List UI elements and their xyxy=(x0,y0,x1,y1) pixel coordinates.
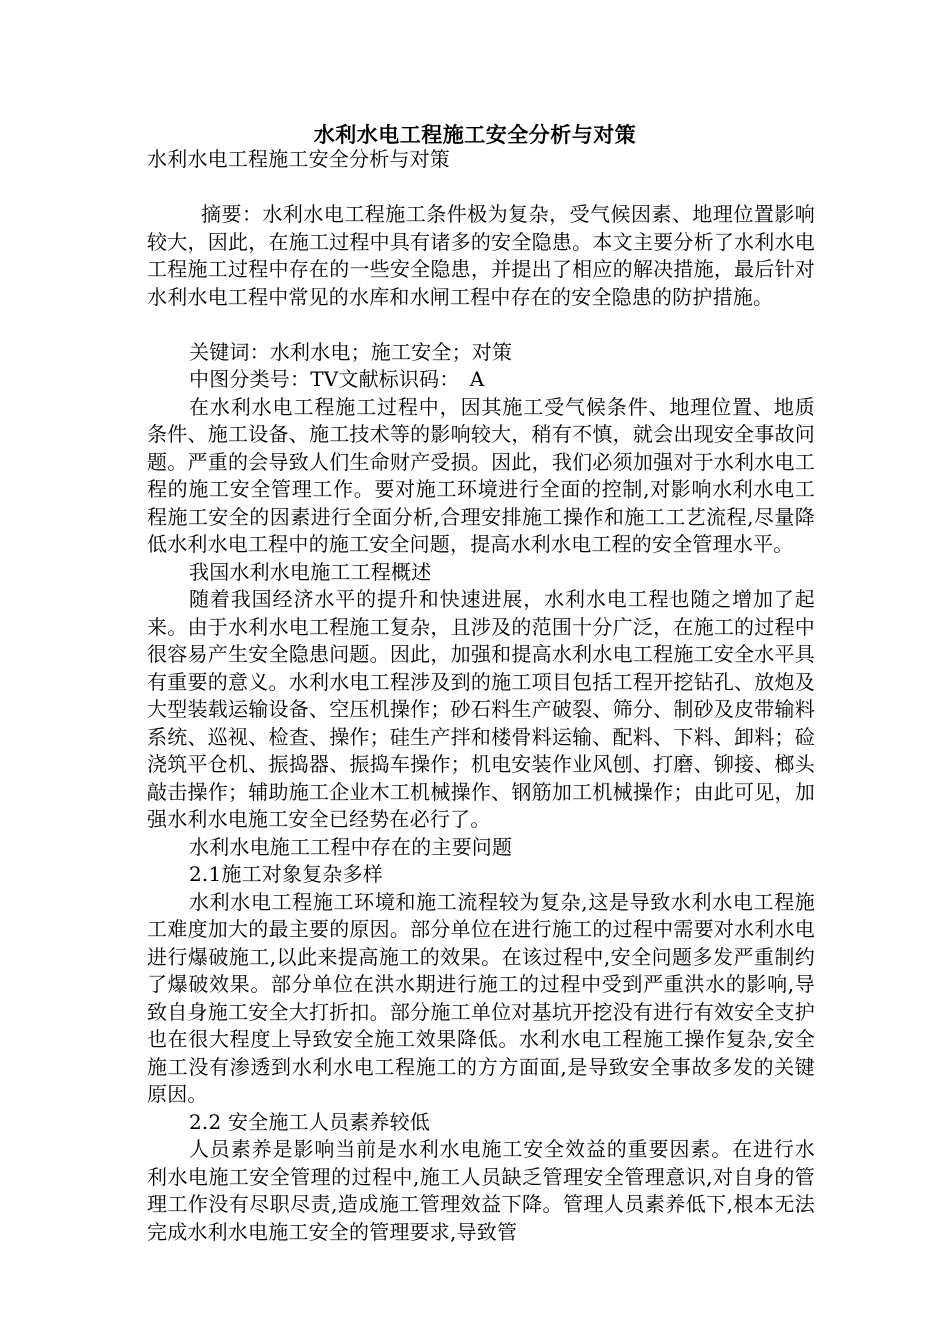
document-body xyxy=(147,146,815,1246)
section-heading: 我国水利水电施工工程概述 xyxy=(189,559,432,584)
document-title: 水利水电工程施工安全分析与对策 xyxy=(313,122,637,147)
section-paragraph: 人员素养是影响当前是水利水电施工安全效益的重要因素。在进行水利水电施工安全管理的过程中,施工人员缺乏管理安全管理意识,对自身的管理工作没有尽职尽责,造成施工管理效益下降。管理人员素养低下,根本无法完成水利水电施工安全的管理要求,导致管 xyxy=(147,1137,815,1244)
document-subtitle: 水利水电工程施工安全分析与对策 xyxy=(147,147,450,171)
section-paragraph: 水利水电工程施工环境和施工流程较为复杂,这是导致水利水电工程施工难度加大的最主要的原因。部分单位在进行施工的过程中需要对水利水电进行爆破施工,以此来提高施工的效果。在该过程中,安全问题多发严重制约了爆破效果。部分单位在洪水期进行施工的过程中受到严重洪水的影响,导致自身施工安全大打折扣。部分施工单位对基坑开挖没有进行有效安全支护也在很大程度上导致安全施工效果降低。水利水电工程施工操作复杂,安全施工没有渗透到水利水电工程施工的方方面面,是导致安全事故多发的关键原因。 xyxy=(147,889,815,1106)
abstract-paragraph: 摘要：水利水电工程施工条件极为复杂，受气候因素、地理位置影响较大，因此，在施工过程中具有诸多的安全隐患。本文主要分析了水利水电工程施工过程中存在的一些安全隐患，并提出了相应的解决措施，最后针对水利水电工程中常见的水库和水闸工程中存在的安全隐患的防护措施。 xyxy=(147,202,815,309)
spacer xyxy=(147,311,815,339)
spacer xyxy=(147,174,815,202)
classification-line: 中图分类号：TV文献标识码： A xyxy=(189,367,485,391)
subsection-heading: 2.2 安全施工人员素养较低 xyxy=(189,1109,430,1134)
section-heading: 水利水电施工工程中存在的主要问题 xyxy=(189,834,513,859)
section-paragraph: 随着我国经济水平的提升和快速进展，水利水电工程也随之增加了起来。由于水利水电工程施工复杂，且涉及的范围十分广泛，在施工的过程中很容易产生安全隐患问题。因此，加强和提高水利水电工程施工安全水平具有重要的意义。水利水电工程涉及到的施工项目包括工程开挖钻孔、放炮及大型装载运输设备、空压机操作；砂石料生产破裂、筛分、制砂及皮带输料系统、巡视、检查、操作；硅生产拌和楼骨料运输、配料、下料、卸料；硷浇筑平仓机、振捣器、振捣车操作；机电安装作业风刨、打磨、铆接、榔头敲击操作；辅助施工企业木工机械操作、钢筋加工机械操作；由此可见，加强水利水电施工安全已经势在必行了。 xyxy=(147,587,815,831)
intro-paragraph: 在水利水电工程施工过程中，因其施工受气候条件、地理位置、地质条件、施工设备、施工技术等的影响较大，稍有不慎，就会出现安全事故问题。严重的会导致人们生命财产受损。因此，我们必须加强对于水利水电工程的施工安全管理工作。要对施工环境进行全面的控制,对影响水利水电工程施工安全的因素进行全面分析,合理安排施工操作和施工工艺流程,尽量降低水利水电工程中的施工安全问题，提高水利水电工程的安全管理水平。 xyxy=(147,394,815,556)
keywords-line: 关键词：水利水电；施工安全；对策 xyxy=(189,339,513,364)
subsection-heading: 2.1施工对象复杂多样 xyxy=(189,862,384,886)
